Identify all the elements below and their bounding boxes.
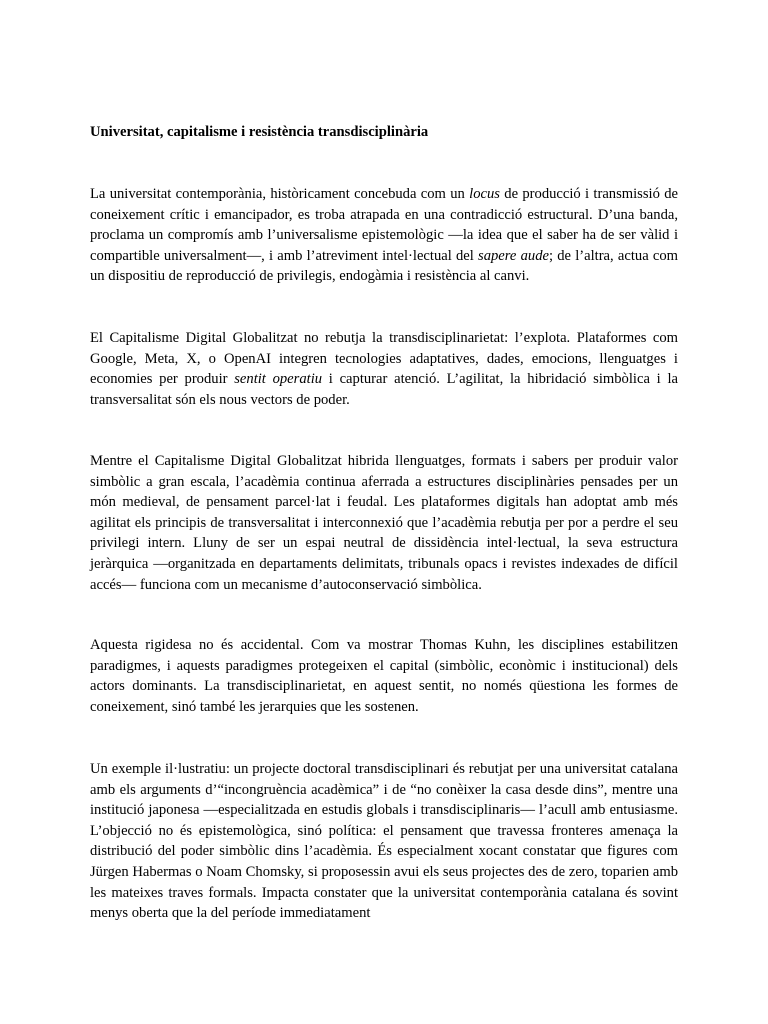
text-segment: Aquesta rigidesa no és accidental. Com va mostrar Thomas Kuhn, les disciplines estabilitzen paradigmes, i aquests paradigmes protegeixen el capital (simbòlic, econòmic i institucional) dels actors dominants. La transdisciplinarietat, en aquest sentit, no només qüestiona les formes de coneixement, sinó també les jerarquies que les sostenen. xyxy=(90,637,678,715)
text-segment: Un exemple il·lustratiu: un projecte doctoral transdisciplinari és rebutjat per una universitat catalana amb els arguments d’“incongruència acadèmica” i de “no conèixer la casa desde dins”, mentre una institució japonesa —especialitzada en estudis globals i transdisciplinaris— l’acull amb entusiasme. L’objecció no és epistemològica, sinó política: el pensament que travessa fronteres amenaça la distribució del poder simbòlic dins l’acadèmia. És especialment xocant constatar que figures com Jürgen Habermas o Noam Chomsky, si proposessin avui els seus projectes des de zero, toparien amb les mateixes traves formals. Impacta constater que la universitat contemporània catalana és sovint menys oberta que la del període immediatament xyxy=(90,761,678,922)
text-segment: El Capitalisme Digital Globalitzat no rebutja la transdisciplinarietat: l’explota. Plataformes com Google, Meta, X, o OpenAI integren tecnologies adaptatives, dades, emocions, llenguatges i economies per produir xyxy=(90,330,678,388)
paragraph-4 xyxy=(90,635,678,717)
paragraph-1 xyxy=(90,184,678,287)
document-page xyxy=(90,0,678,1024)
italic-term-locus: locus xyxy=(469,186,500,202)
text-segment: La universitat contemporània, històricament concebuda com un xyxy=(90,186,470,202)
text-segment: ; de l’altra, actua com un dispositiu de reproducció de privilegis, endogàmia i resistència al canvi. xyxy=(90,247,678,285)
paragraph-3 xyxy=(90,451,678,595)
paragraph-5 xyxy=(90,759,678,924)
italic-term-sentit-operatiu: sentit operatiu xyxy=(234,371,323,388)
text-segment: Mentre el Capitalisme Digital Globalitzat hibrida llenguatges, formats i sabers per produir valor simbòlic a gran escala, l’acadèmia continua aferrada a estructures disciplinàries pensades per un món medieval, de pensament parcel·lat i feudal. Les plataformes digitals han adoptat amb més agilitat els principis de transversalitat i interconnexió que l’acadèmia rebutja per por a perdre el seu privilegi intern. Lluny de ser un espai neutral de dissidència intel·lectual, la seva estructura jeràrquica —organitzada en departaments delimitats, tribunals opacs i revistes indexades de difícil accés— funciona com un mecanisme d’autoconservació simbòlica. xyxy=(90,453,678,593)
text-segment: i capturar atenció. L’agilitat, la hibridació simbòlica i la transversalitat són els nous vectors de poder. xyxy=(90,371,678,408)
italic-term-sapere-aude: sapere aude xyxy=(478,247,549,264)
document-title: Universitat, capitalisme i resistència transdisciplinària xyxy=(90,124,429,140)
paragraph-2 xyxy=(90,328,678,410)
text-segment: de producció i transmissió de coneixement crític i emancipador, es troba atrapada en una contradicció estructural. D’una banda, proclama un compromís amb l’universalisme epistemològic —la idea que el saber ha de ser vàlid i compartible universalment—, i amb l’atreviment intel·lectual del xyxy=(90,186,678,264)
